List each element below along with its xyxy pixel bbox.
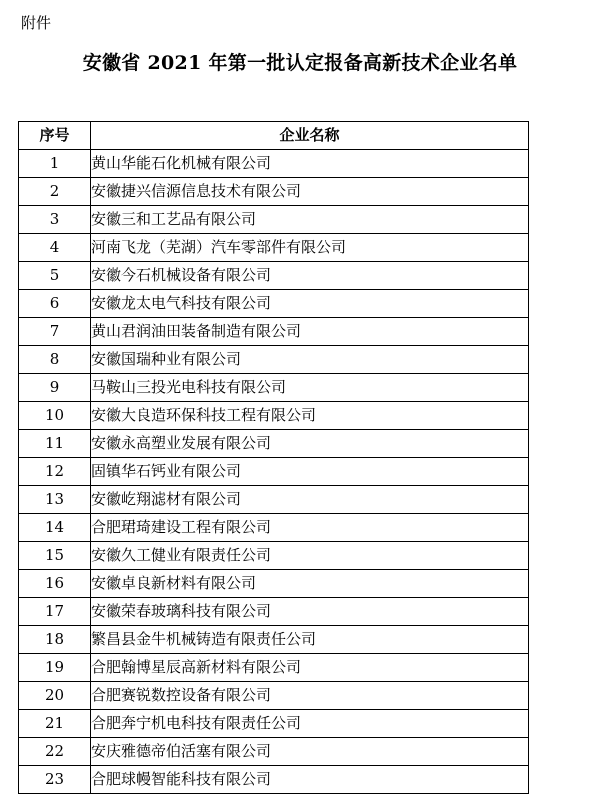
table-row (19, 374, 529, 402)
attachment-label: 附件 (21, 14, 52, 32)
document-title: 安徽省 2021 年第一批认定报备高新技术企业名单 (82, 52, 518, 74)
company-name: 河南飞龙（芜湖）汽车零部件有限公司 (91, 234, 529, 262)
table-body (19, 150, 529, 794)
company-name: 合肥翰博星辰高新材料有限公司 (91, 654, 529, 682)
company-name: 合肥珺琦建设工程有限公司 (91, 514, 529, 542)
table-row (19, 262, 529, 290)
table-row (19, 178, 529, 206)
company-name: 合肥球幔智能科技有限公司 (91, 766, 529, 794)
table-header-row (19, 122, 529, 150)
row-index: 23 (19, 766, 91, 794)
row-index: 5 (19, 262, 91, 290)
table-row (19, 234, 529, 262)
table-row (19, 738, 529, 766)
company-name: 合肥赛锐数控设备有限公司 (91, 682, 529, 710)
row-index: 18 (19, 626, 91, 654)
company-name: 繁昌县金牛机械铸造有限责任公司 (91, 626, 529, 654)
table-row (19, 542, 529, 570)
row-index: 22 (19, 738, 91, 766)
row-index: 20 (19, 682, 91, 710)
company-name: 黄山华能石化机械有限公司 (91, 150, 529, 178)
company-name: 安徽捷兴信源信息技术有限公司 (91, 178, 529, 206)
company-name: 合肥奔宁机电科技有限责任公司 (91, 710, 529, 738)
table-row (19, 402, 529, 430)
company-name: 马鞍山三投光电科技有限公司 (91, 374, 529, 402)
row-index: 21 (19, 710, 91, 738)
table-row (19, 486, 529, 514)
company-table (18, 121, 529, 794)
row-index: 6 (19, 290, 91, 318)
table-row (19, 458, 529, 486)
row-index: 14 (19, 514, 91, 542)
table-row (19, 206, 529, 234)
company-name: 安徽屹翔滤材有限公司 (91, 486, 529, 514)
table-row (19, 570, 529, 598)
row-index: 15 (19, 542, 91, 570)
company-name: 安徽龙太电气科技有限公司 (91, 290, 529, 318)
row-index: 9 (19, 374, 91, 402)
row-index: 19 (19, 654, 91, 682)
table-row (19, 318, 529, 346)
company-name: 安徽今石机械设备有限公司 (91, 262, 529, 290)
row-index: 12 (19, 458, 91, 486)
table-row (19, 598, 529, 626)
row-index: 11 (19, 430, 91, 458)
company-name: 黄山君润油田装备制造有限公司 (91, 318, 529, 346)
row-index: 17 (19, 598, 91, 626)
row-index: 16 (19, 570, 91, 598)
table-row (19, 766, 529, 794)
table-row (19, 346, 529, 374)
table-row (19, 430, 529, 458)
row-index: 3 (19, 206, 91, 234)
row-index: 4 (19, 234, 91, 262)
table-row (19, 682, 529, 710)
company-name: 安徽国瑞种业有限公司 (91, 346, 529, 374)
table-row (19, 514, 529, 542)
row-index: 7 (19, 318, 91, 346)
company-name: 安庆雅德帝伯活塞有限公司 (91, 738, 529, 766)
row-index: 10 (19, 402, 91, 430)
company-name: 固镇华石钙业有限公司 (91, 458, 529, 486)
row-index: 13 (19, 486, 91, 514)
table-row (19, 626, 529, 654)
company-name: 安徽永高塑业发展有限公司 (91, 430, 529, 458)
company-name: 安徽大良造环保科技工程有限公司 (91, 402, 529, 430)
row-index: 8 (19, 346, 91, 374)
company-name: 安徽三和工艺品有限公司 (91, 206, 529, 234)
company-name: 安徽卓良新材料有限公司 (91, 570, 529, 598)
row-index: 2 (19, 178, 91, 206)
table-row (19, 654, 529, 682)
table-row (19, 150, 529, 178)
column-header-company-name: 企业名称 (91, 122, 529, 150)
row-index: 1 (19, 150, 91, 178)
table-row (19, 290, 529, 318)
column-header-index: 序号 (19, 122, 91, 150)
company-name: 安徽荣春玻璃科技有限公司 (91, 598, 529, 626)
table-row (19, 710, 529, 738)
company-name: 安徽久工健业有限责任公司 (91, 542, 529, 570)
